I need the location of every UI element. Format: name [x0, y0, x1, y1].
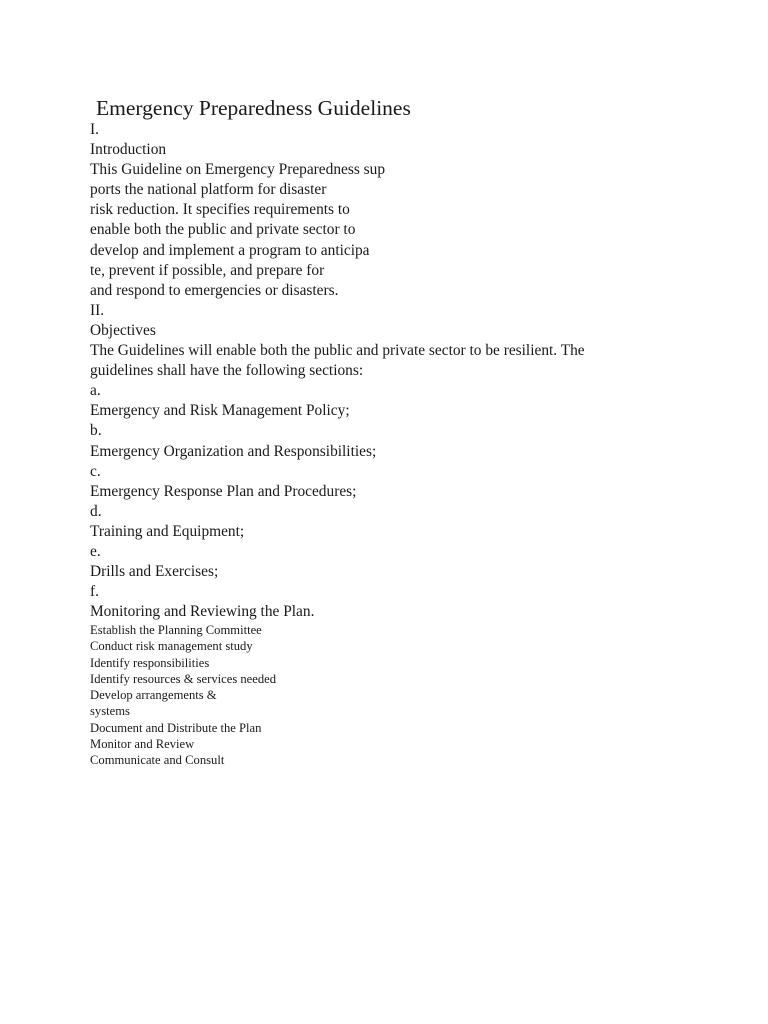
section-heading: Introduction — [90, 141, 167, 159]
paragraph-line: enable both the public and private sector to — [90, 221, 356, 239]
step-label: Monitor and Review — [90, 737, 195, 752]
paragraph-line: te, prevent if possible, and prepare for — [90, 261, 325, 279]
section-number: II. — [90, 301, 105, 319]
list-item-text: Drills and Exercises; — [90, 563, 219, 581]
step-label: systems — [90, 704, 130, 719]
step-label: Conduct risk management study — [90, 639, 253, 654]
paragraph-line: and respond to emergencies or disasters. — [90, 281, 339, 299]
list-item-letter: f. — [90, 583, 99, 601]
list-item-text: Emergency Response Plan and Procedures; — [90, 482, 357, 500]
section-heading: Objectives — [90, 321, 156, 339]
paragraph-line: develop and implement a program to anticipa — [90, 241, 370, 259]
step-label: Develop arrangements & — [90, 688, 217, 703]
section-number: I. — [90, 121, 99, 138]
list-item-letter: b. — [90, 422, 102, 440]
list-item-letter: e. — [90, 542, 101, 560]
step-label: Communicate and Consult — [90, 753, 225, 768]
list-item-text: Training and Equipment; — [90, 522, 245, 540]
paragraph-line: guidelines shall have the following sections: — [90, 362, 364, 380]
paragraph-line: This Guideline on Emergency Preparedness sup — [90, 161, 386, 179]
list-item-letter: c. — [90, 462, 101, 480]
paragraph-line: The Guidelines will enable both the public and private sector to be resilient. The — [90, 342, 585, 360]
step-label: Identify resources & services needed — [90, 671, 277, 686]
process-steps — [90, 622, 690, 769]
document-body — [90, 120, 690, 622]
list-item-text: Emergency and Risk Management Policy; — [90, 402, 350, 420]
list-item-letter: a. — [90, 382, 101, 400]
step-label: Establish the Planning Committee — [90, 623, 262, 637]
list-item-letter: d. — [90, 502, 102, 520]
document-title: Emergency Preparedness Guidelines — [96, 96, 411, 120]
list-item-text: Emergency Organization and Responsibilities; — [90, 442, 377, 460]
paragraph-line: risk reduction. It specifies requirements to — [90, 201, 350, 219]
paragraph-line: ports the national platform for disaster — [90, 181, 327, 199]
step-label: Document and Distribute the Plan — [90, 720, 262, 735]
list-item-text: Monitoring and Reviewing the Plan. — [90, 603, 315, 621]
step-label: Identify responsibilities — [90, 655, 210, 670]
